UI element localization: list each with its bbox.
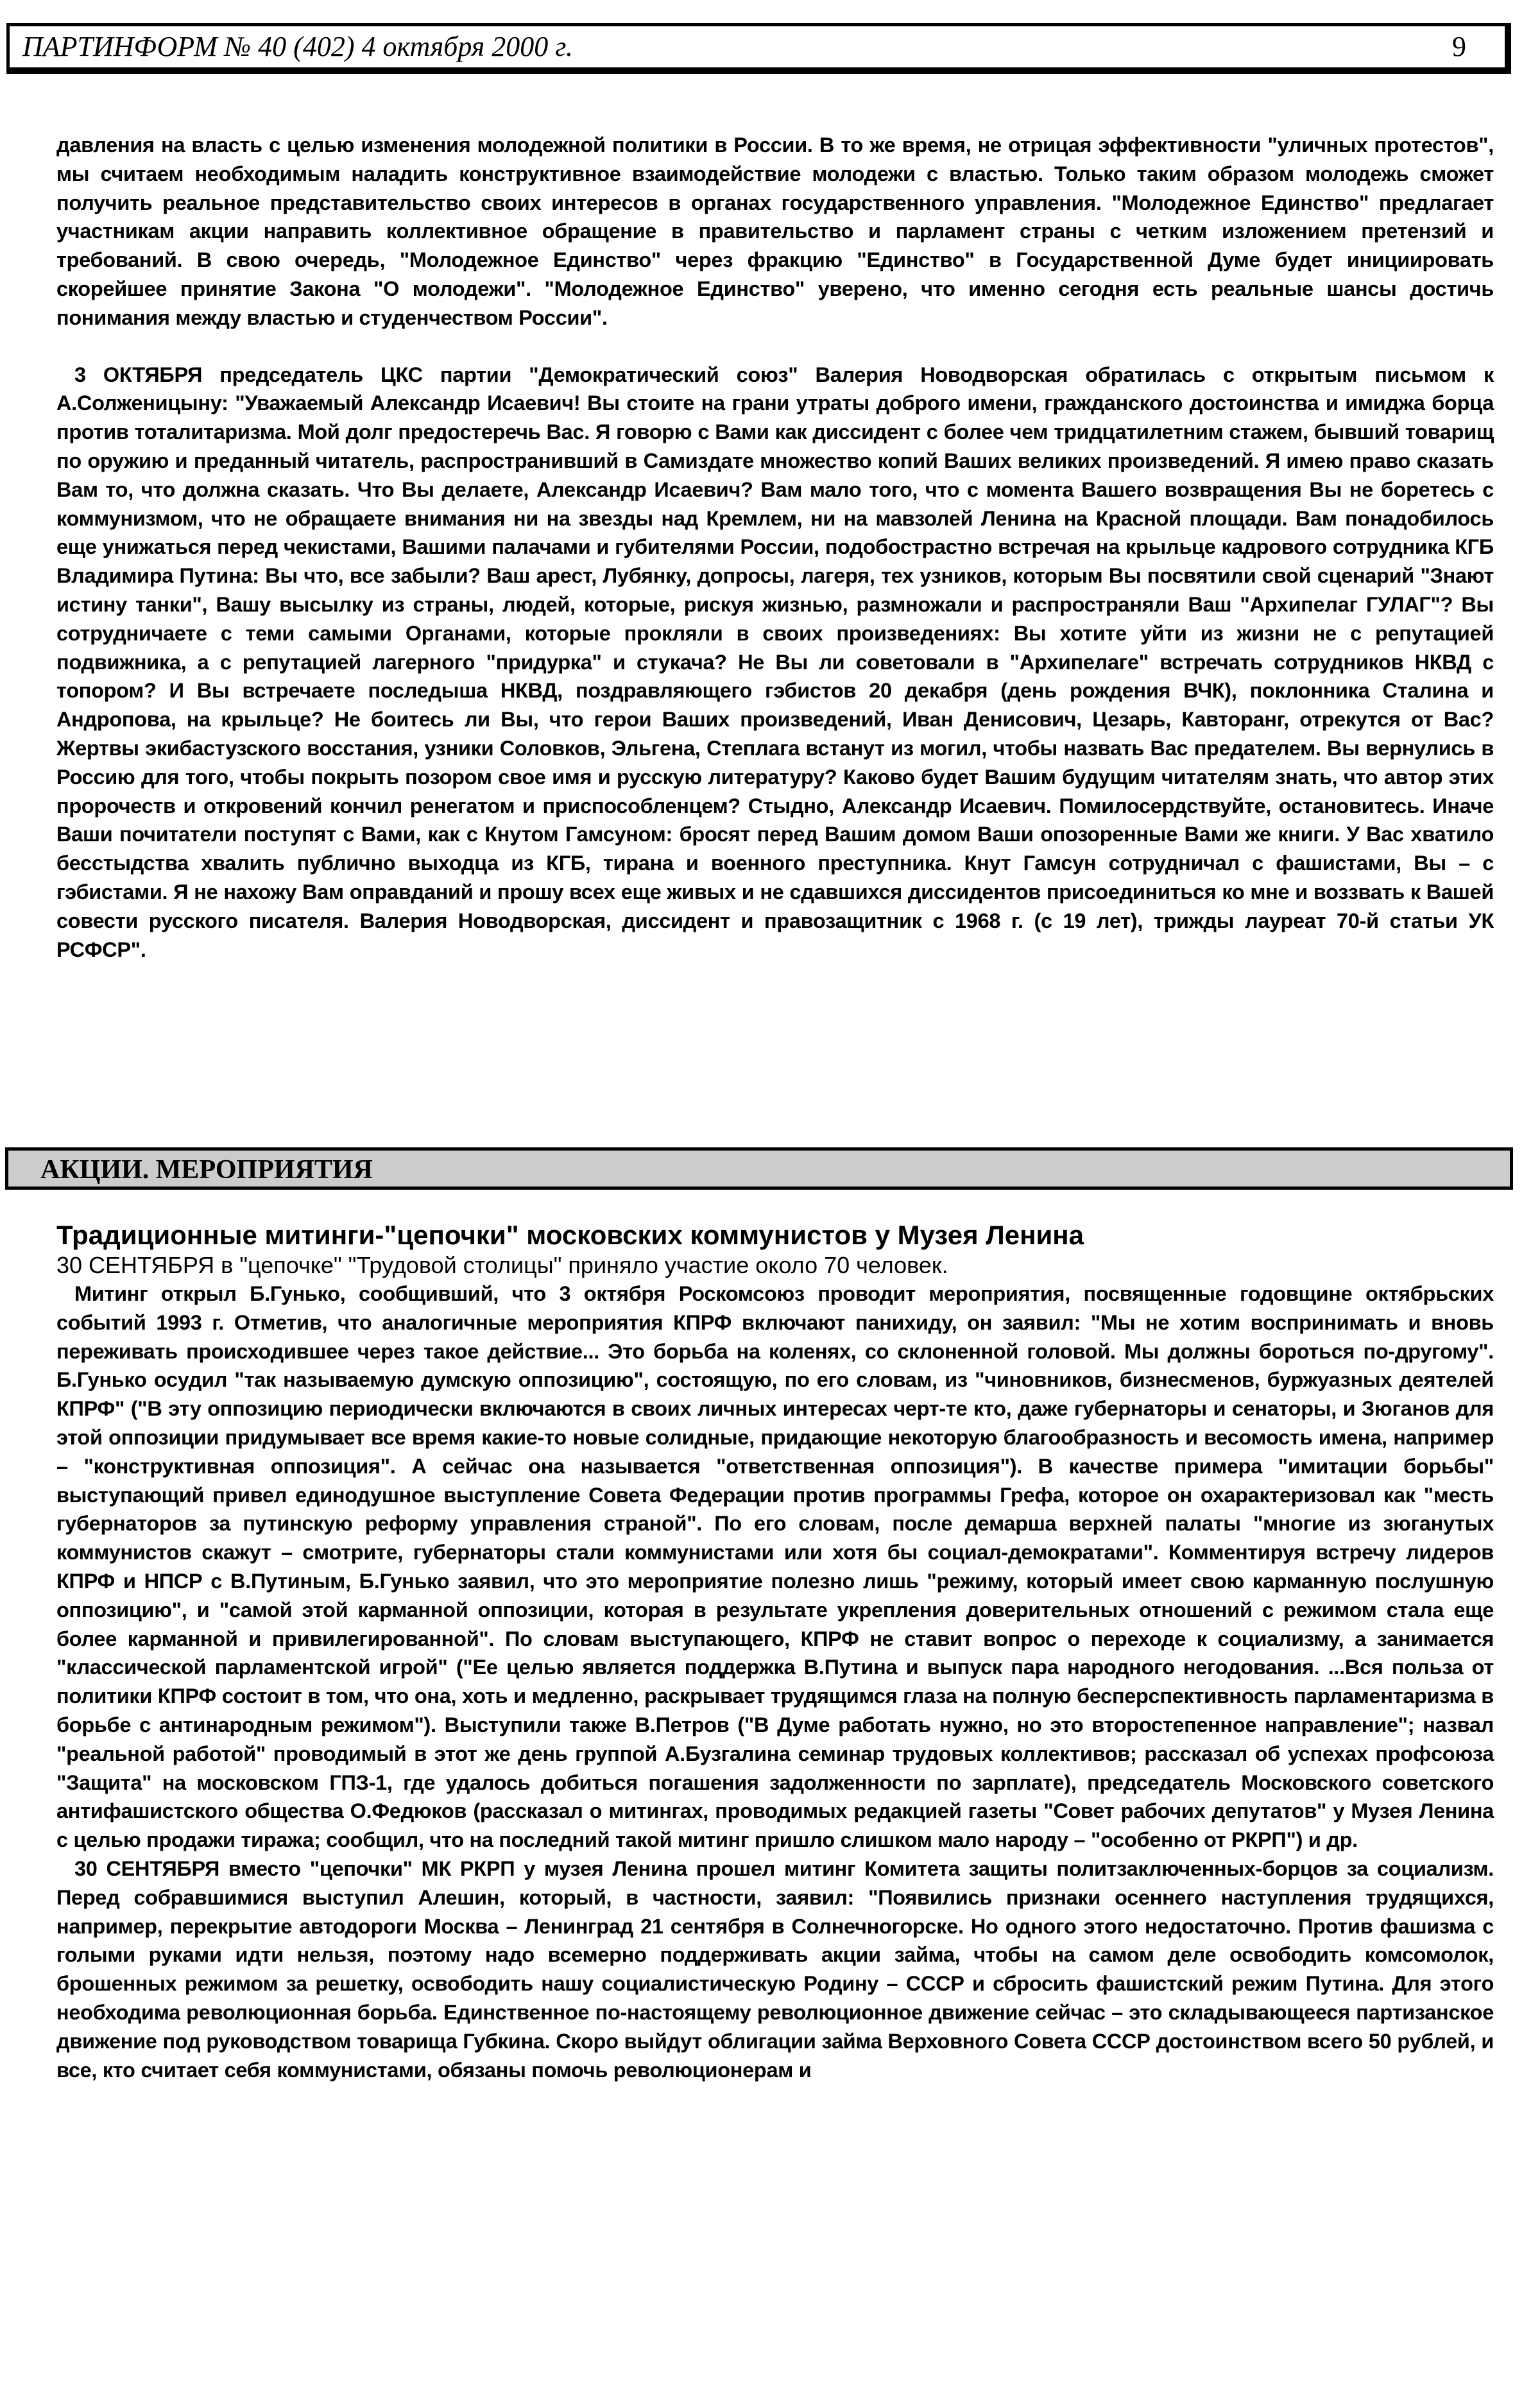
article-title: Традиционные митинги-"цепочки" московских коммунистов у Музея Ленина: [56, 1220, 1084, 1250]
article-subtitle: 30 СЕНТЯБРЯ в "цепочке" "Трудовой столицы" приняло участие около 70 человек.: [56, 1252, 948, 1278]
paragraph: 3 ОКТЯБРЯ председатель ЦКС партии "Демократический союз" Валерия Новодворская обратилась с открытым письмом к А.Солженицыну: "Уважаемый Александр Исаевич! Вы стоите на грани утраты доброго имени, гражданского достоинства и имиджа борца против тоталитаризма. Мой долг предостеречь Вас. Я говорю с Вами как диссидент с более чем тридцатилетним стажем, бывший товарищ по оружию и преданный читатель, распространивший в Самиздате множество копий Ваших великих произведений. Я имею право сказать Вам то, что должна сказать. Что Вы делаете, Александр Исаевич? Вам мало того, что с момента Вашего возвращения Вы не боретесь с коммунизмом, что не обращаете внимания ни на звезды над Кремлем, ни на мавзолей Ленина на Красной площади. Вам понадобилось еще унижаться перед чекистами, Вашими палачами и губителями России, подобострастно встречая на крыльце кадрового сотрудника КГБ Владимира Путина: Вы что, все забыли? Ваш арест, Лубянку, допросы, лагеря, тех узников, которым Вы посвятили свой сценарий "Знают истину танки", Вашу высылку из страны, людей, которые, рискуя жизнью, размножали и распространяли Ваш "Архипелаг ГУЛАГ"? Вы сотрудничаете с теми самыми Органами, которые прокляли в своих произведениях: Вы хотите уйти из жизни не с репутацией подвижника, а с репутацией лагерного "придурка" и стукача? Не Вы ли советовали в "Архипелаге" встречать сотрудников НКВД с топором? И Вы встречаете последыша НКВД, поздравляющего гэбистов 20 декабря (день рождения ВЧК), поклонника Сталина и Андропова, на крыльце? Не боитесь ли Вы, что герои Ваших произведений, Иван Денисович, Цезарь, Кавторанг, отрекутся от Вас? Жертвы экибастузского восстания, узники Соловков, Эльгена, Степлага встанут из могил, чтобы назвать Вас предателем. Вы вернулись в Россию для того, чтобы покрыть позором свое имя и русскую литературу? Каково будет Вашим будущим читателям знать, что автор этих пророчеств и откровений кончил ренегатом и приспособленцем? Стыдно, Александр Исаевич. Помилосердствуйте, остановитесь. Иначе Ваши почитатели поступят с Вами, как с Кнутом Гамсуном: бросят перед Вашим домом Ваши опозоренные Вами же книги. У Вас хватило бесстыдства хвалить публично выходца из КГБ, тирана и военного преступника. Кнут Гамсун сотрудничал с фашистами, Вы – с гэбистами. Я не нахожу Вам оправданий и прошу всех еще живых и не сдавшихся диссидентов присоединиться ко мне и воззвать к Вашей совести русского писателя. Валерия Новодворская, диссидент и правозащитник с 1968 г. (с 19 лет), трижды лауреат 70-й статьи УК РСФСР".: [56, 363, 1494, 961]
paragraph: 30 СЕНТЯБРЯ вместо "цепочки" МК РКРП у музея Ленина прошел митинг Комитета защиты политзаключенных-борцов за социализм. Перед собравшимися выступил Алешин, который, в частности, заявил: "Появились признаки осеннего наступления трудящихся, например, перекрытие автодороги Москва – Ленинград 21 сентября в Солнечногорске. Но одного этого недостаточно. Против фашизма с голыми руками идти нельзя, поэтому надо всемерно поддерживать акции займа, чтобы на самом деле освободить комсомолок, брошенных режимом за решетку, освободить нашу социалистическую Родину – СССР и сбросить фашистский режим Путина. Для этого необходима революционная борьба. Единственное по-настоящему революционное движение сейчас – это складывающееся партизанское движение под руководством товарища Губкина. Скоро выйдут облигации займа Верховного Совета СССР достоинством всего 50 рублей, и все, кто считает себя коммунистами, обязаны помочь революционерам и: [56, 1856, 1494, 2082]
publication-title: ПАРТИНФОРМ № 40 (402) 4 октября 2000 г.: [22, 31, 573, 62]
top-article-continuation: [56, 131, 1494, 964]
page-header: [6, 23, 1511, 74]
section-heading-text: АКЦИИ. МЕРОПРИЯТИЯ: [40, 1155, 373, 1185]
page-number: 9: [1452, 31, 1466, 62]
paragraph: Митинг открыл Б.Гунько, сообщивший, что 3 октября Роскомсоюз проводит мероприятия, посвященные годовщине октябрьских событий 1993 г. Отметив, что аналогичные мероприятия КПРФ включают панихиду, он заявил: "Мы не хотим воспринимать и вновь переживать происходившее через такое действие... Это борьба на коленях, со склоненной головой. Мы должны бороться по-другому". Б.Гунько осудил "так называемую думскую оппозицию", состоящую, по его словам, из "чиновников, бизнесменов, буржуазных деятелей КПРФ" ("В эту оппозицию периодически включаются в своих личных интересах черт-те кто, даже губернаторы и сенаторы, и Зюганов для этой оппозиции придумывает все время какие-то новые солидные, придающие некоторую благообразность и весомость имена, например – "конструктивная оппозиция". А сейчас она называется "ответственная оппозиция"). В качестве примера "имитации борьбы" выступающий привел единодушное выступление Совета Федерации против программы Грефа, которое он охарактеризовал как "месть губернаторов за путинскую реформу управления страной". По его словам, после демарша верхней палаты "многие из зюганутых коммунистов скажут – смотрите, губернаторы стали коммунистами или хотя бы социал-демократами". Комментируя встречу лидеров КПРФ и НПСР с В.Путиным, Б.Гунько заявил, что это мероприятие полезно лишь "режиму, который имеет свою карманную послушную оппозицию", и "самой этой карманной оппозиции, которая в результате укрепления доверительных отношений с режимом стала еще более карманной и привилегированной". По словам выступающего, КПРФ не ставит вопрос о переходе к социализму, а занимается "классической парламентской игрой" ("Ее целью является поддержка В.Путина и выпуск пара народного негодования. ...Вся польза от политики КПРФ состоит в том, что она, хоть и медленно, раскрывает трудящимся глаза на полную бесперспективность парламентаризма в борьбе с антинародным режимом"). Выступили также В.Петров ("В Думе работать нужно, но это второстепенное направление"; назвал "реальной работой" проводимый в этот же день группой А.Бузгалина семинар трудовых коллективов; рассказал об успехах профсоюза "Защита" на московском ГПЗ-1, где удалось добиться погашения задолженности по зарплате), председатель Московского советского антифашистского общества О.Федюков (рассказал о митингах, проводимых редакцией газеты "Совет рабочих депутатов" у Музея Ленина с целью продажи тиража; сообщил, что на последний такой митинг пришло слишком мало народу – "особенно от РКРП") и др.: [56, 1282, 1494, 1852]
article: [56, 1219, 1494, 2084]
section-heading: [5, 1147, 1513, 1190]
paragraph: давления на власть с целью изменения молодежной политики в России. В то же время, не отрицая эффективности "уличных протестов", мы считаем необходимым наладить конструктивное взаимодействие молодежи с властью. Только таким образом молодежь сможет получить реальное представительство своих интересов в органах государственного управления. "Молодежное Единство" предлагает участникам акции направить коллективное обращение в правительство и парламент страны с четким изложением претензий и требований. В свою очередь, "Молодежное Единство" через фракцию "Единство" в Государственной Думе будет инициировать скорейшее принятие Закона "О молодежи". "Молодежное Единство" уверено, что именно сегодня есть реальные шансы достичь понимания между властью и студенчеством России".: [56, 133, 1494, 329]
